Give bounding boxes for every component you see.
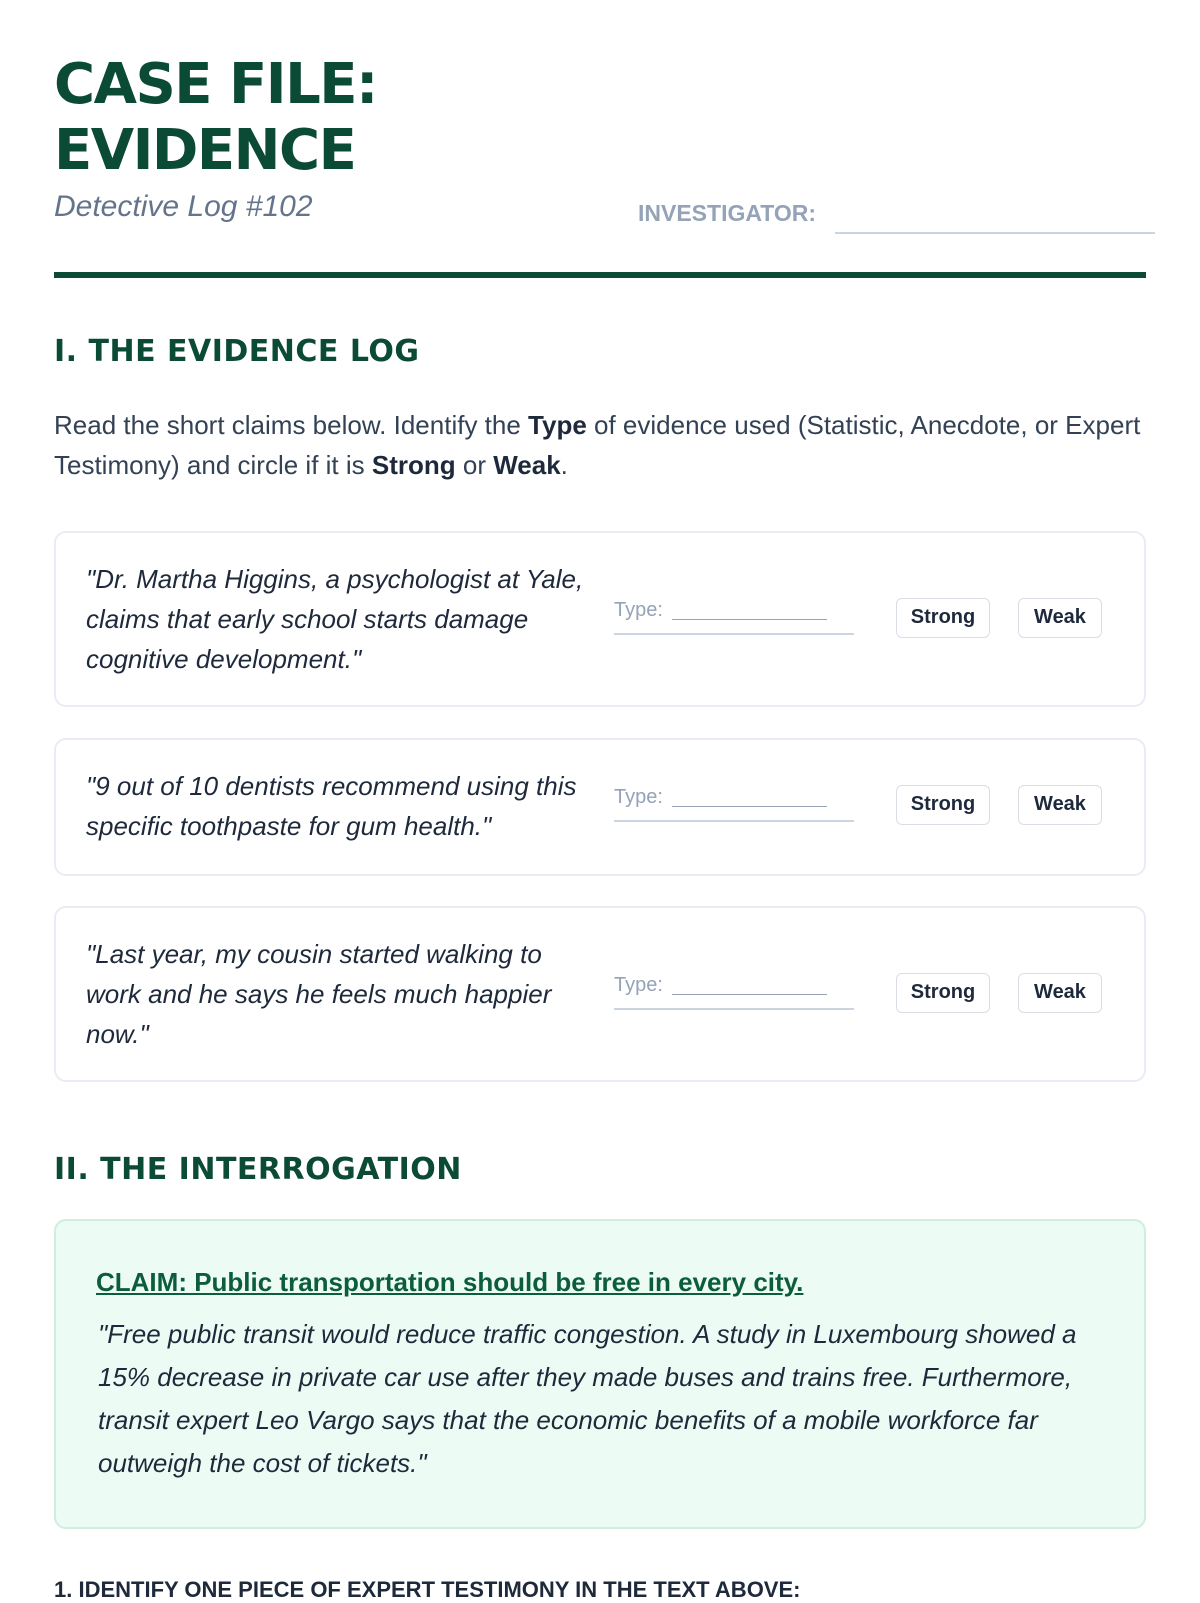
evidence-quote: "9 out of 10 dentists recommend using this specific toothpaste for gum health." — [86, 771, 577, 841]
evidence-quote: "Last year, my cousin started walking to work and he says he feels much happier now." — [86, 939, 552, 1049]
type-label: Type: — [614, 599, 663, 621]
strong-option[interactable]: Strong — [896, 785, 990, 825]
type-blank-line — [672, 994, 827, 995]
log-number: Detective Log #102 — [54, 190, 313, 223]
instructions-text-2: of evidence used (Statistic, Anecdote, or Expert Testimony) and circle if it is — [54, 410, 1141, 480]
weak-option[interactable]: Weak — [1018, 598, 1102, 638]
evidence-card — [54, 531, 1146, 707]
evidence-card — [54, 738, 1146, 876]
claim-text: "Free public transit would reduce traffic congestion. A study in Luxembourg showed a 15% decrease in private car use after they made buses and trains free. Furthermore, transit expert Leo Vargo says that the economic benefits of a mobile workforce far outweigh the cost of tickets." — [98, 1319, 1077, 1478]
type-answer-field[interactable] — [614, 597, 854, 635]
strong-option[interactable]: Strong — [896, 598, 990, 638]
type-blank-line — [672, 806, 827, 807]
type-label: Type: — [614, 974, 663, 996]
instructions — [54, 405, 1154, 485]
evidence-quote: "Dr. Martha Higgins, a psychologist at Yale, claims that early school starts damage cognitive development." — [86, 564, 584, 674]
instructions-text-4: . — [560, 450, 568, 480]
instructions-weak-word: Weak — [493, 450, 561, 480]
page-title — [54, 52, 377, 184]
instructions-type-word: Type — [528, 410, 587, 440]
type-answer-field[interactable] — [614, 972, 854, 1010]
instructions-text-3: or — [455, 450, 494, 480]
section-evidence-log-title: I. THE EVIDENCE LOG — [54, 334, 420, 369]
claim-title: CLAIM: Public transportation should be free in every city. — [96, 1267, 804, 1297]
weak-option[interactable]: Weak — [1018, 973, 1102, 1013]
question-1: 1. IDENTIFY ONE PIECE OF EXPERT TESTIMONY IN THE TEXT ABOVE: — [54, 1577, 801, 1602]
instructions-text-1: Read the short claims below. Identify the — [54, 410, 529, 440]
claim-box — [54, 1219, 1146, 1529]
type-blank-line — [672, 619, 827, 620]
section-interrogation-title: II. THE INTERROGATION — [54, 1152, 462, 1187]
evidence-card — [54, 906, 1146, 1082]
weak-option[interactable]: Weak — [1018, 785, 1102, 825]
investigator-name-field[interactable] — [835, 232, 1155, 234]
title-line-1: CASE FILE: — [54, 52, 377, 117]
type-answer-field[interactable] — [614, 784, 854, 822]
title-line-2: EVIDENCE — [54, 118, 356, 183]
type-label: Type: — [614, 786, 663, 808]
header-divider — [54, 272, 1146, 278]
instructions-strong-word: Strong — [371, 450, 456, 480]
investigator-label: INVESTIGATOR: — [638, 200, 817, 226]
strong-option[interactable]: Strong — [896, 973, 990, 1013]
